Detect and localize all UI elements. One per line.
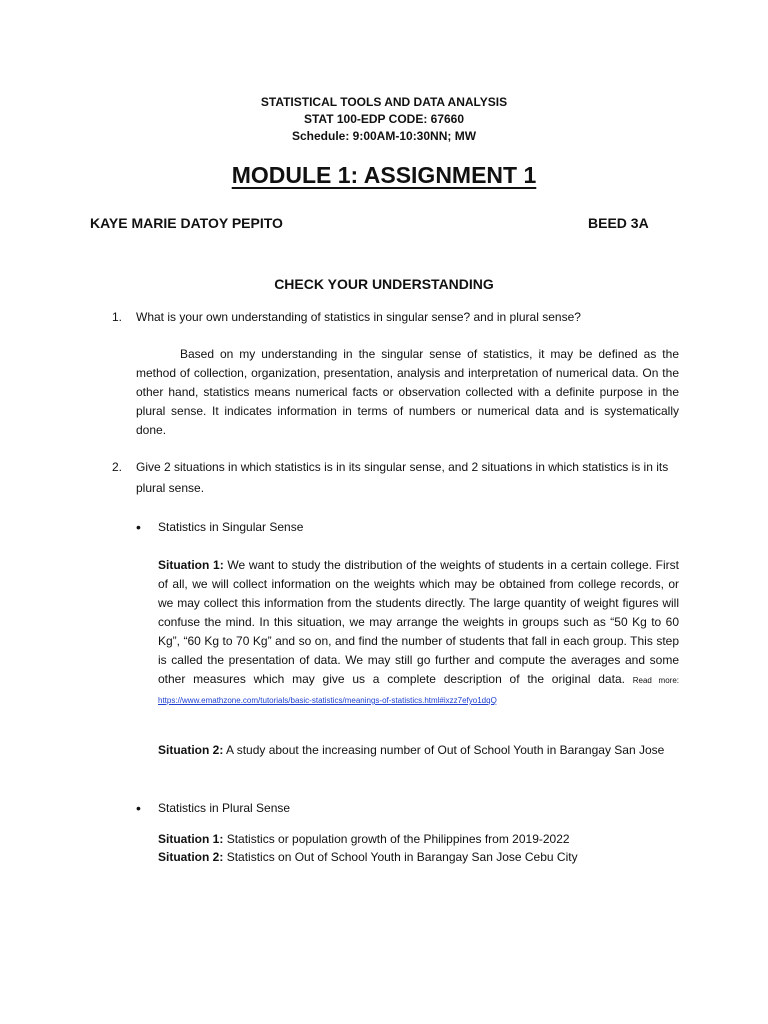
question-number: 1. <box>112 310 123 324</box>
singular-situation-2 <box>158 741 679 760</box>
student-name: KAYE MARIE DATOY PEPITO <box>90 215 283 231</box>
course-code: STAT 100-EDP CODE: 67660 <box>303 112 465 126</box>
bullet-plural <box>136 801 290 815</box>
read-more-label: Read more: <box>632 676 679 685</box>
plural-situation-1 <box>158 830 718 848</box>
course-title: STATISTICAL TOOLS AND DATA ANALYSIS <box>260 95 508 109</box>
situation-text: Statistics or population growth of the Philippines from 2019-2022 <box>226 832 570 846</box>
situation-text: We want to study the distribution of the weights of students in a certain college. First of all, we will collect information on the weights which may be obtained from college records, or we may collect this information from the students directly. The large quantity of weight figures will confuse the mind. In this situation, we may arrange the weights in groups such as “50 Kg to 60 Kg”, “60 Kg to 70 Kg” and so on, and find the number of students that fall in each group. This step is called the presentation of data. We may still go further and compute the averages and some other measures which may give us a complete description of the original data. <box>158 558 679 686</box>
bullet-heading: Statistics in Plural Sense <box>158 801 291 815</box>
situation-label: Situation 2: <box>158 743 224 757</box>
situation-text: A study about the increasing number of Out of School Youth in Barangay San Jose <box>226 743 665 757</box>
answer-1: Based on my understanding in the singular sense of statistics, it may be defined as the method of collection, organization, presentation, analysis and interpretation of numerical data. On the other hand, statistics means numerical facts or observation collected with a definite purpose in the plural sense. It indicates information in terms of numbers or numerical data and is systematically done. <box>136 347 679 437</box>
question-1 <box>112 307 680 328</box>
schedule: Schedule: 9:00AM-10:30NN; MW <box>291 129 477 143</box>
question-number: 2. <box>112 460 123 474</box>
question-2 <box>112 457 680 499</box>
bullet-heading: Statistics in Singular Sense <box>158 520 304 534</box>
student-course: BEED 3A <box>588 215 649 231</box>
situation-text: Statistics on Out of School Youth in Barangay San Jose Cebu City <box>226 850 578 864</box>
situation-label: Situation 1: <box>158 832 224 846</box>
section-heading: CHECK YOUR UNDERSTANDING <box>274 276 494 292</box>
assignment-title: MODULE 1: ASSIGNMENT 1 <box>231 162 537 188</box>
bullet-singular <box>136 520 303 534</box>
bullet-icon: • <box>136 519 141 535</box>
bullet-icon: • <box>136 800 141 816</box>
situation-label: Situation 1: <box>158 558 224 572</box>
source-link[interactable]: https://www.emathzone.com/tutorials/basic-statistics/meanings-of-statistics.html#ixzz7efyo1dqQ <box>158 696 497 705</box>
question-text: Give 2 situations in which statistics is in its singular sense, and 2 situations in which statistics is in its plural sense. <box>136 460 669 495</box>
plural-situation-2 <box>158 848 718 866</box>
situation-label: Situation 2: <box>158 850 224 864</box>
question-text: What is your own understanding of statistics in singular sense? and in plural sense? <box>136 310 581 324</box>
singular-situation-1 <box>158 556 679 710</box>
